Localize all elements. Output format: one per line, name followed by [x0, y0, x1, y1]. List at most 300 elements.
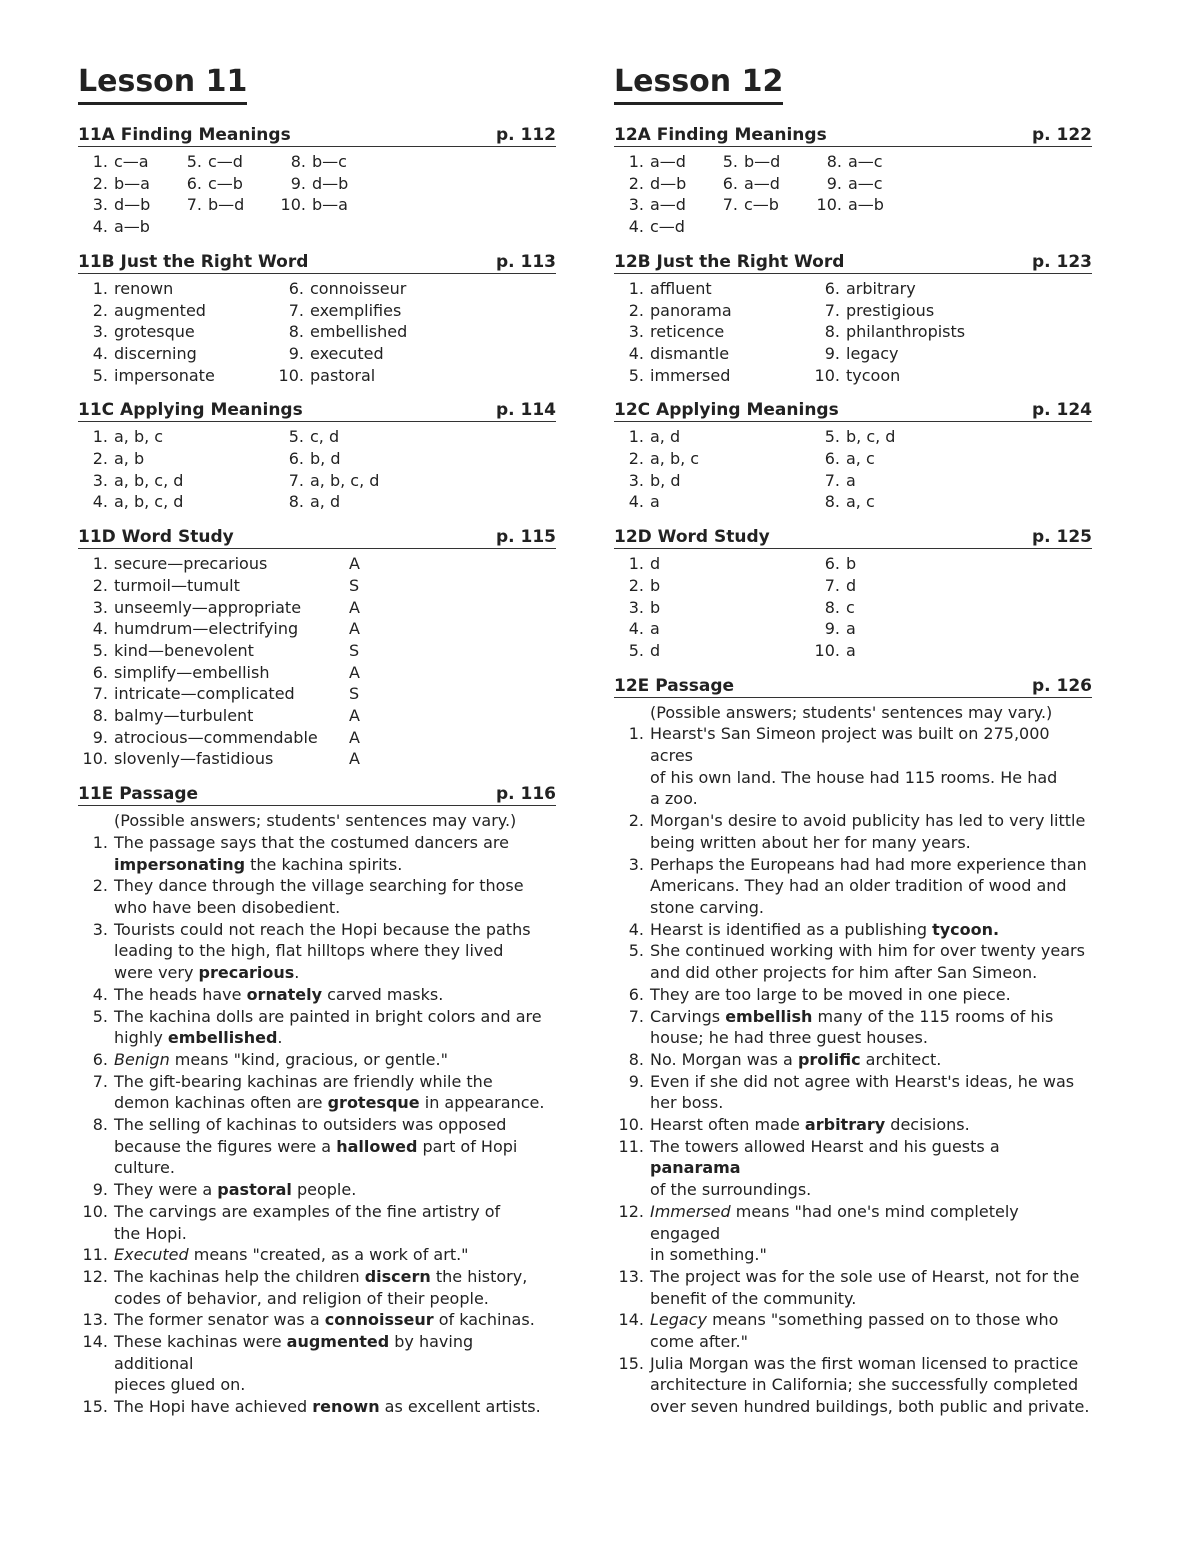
section-note: (Possible answers; students' sentences may vary.): [114, 811, 517, 831]
answer-item: [614, 640, 810, 662]
word-study-item: [78, 640, 556, 662]
relation-answer: A: [349, 619, 360, 639]
item-number: 1.: [92, 278, 108, 298]
sentence-text: Hearst's San Simeon project was built on 275,000 acres of his own land. The house had 115 rooms. He had a zoo.: [650, 724, 1058, 809]
item-answer: a, b, c: [114, 427, 164, 447]
item-number: 6.: [288, 449, 304, 469]
answer-sentence: [114, 1114, 556, 1179]
bold-keyword: precarious: [198, 963, 295, 983]
bold-keyword: ornately: [246, 984, 323, 1004]
word-study-item: [78, 553, 556, 575]
answer-item: [274, 448, 470, 470]
answer-item: [810, 470, 1006, 492]
item-answer: b—c: [312, 152, 347, 171]
item-number: 3.: [92, 470, 108, 490]
answer-sentence: [650, 1114, 1092, 1136]
word-pair: atrocious—commendable: [114, 727, 318, 747]
passage-answer-item: [78, 1006, 556, 1049]
sentence-text: Hearst often made: [650, 1115, 805, 1135]
answer-item: [810, 575, 1006, 597]
sentence-text: The gift-bearing kachinas are friendly while the demon kachinas often are: [114, 1071, 493, 1113]
answer-item: [276, 151, 386, 173]
item-answer: legacy: [846, 343, 899, 363]
page-ref: p. 112: [495, 125, 556, 145]
item-number: 9.: [290, 173, 306, 193]
answer-item: [274, 278, 470, 300]
item-number: 4.: [92, 984, 108, 1004]
item-number: 2.: [628, 811, 644, 831]
answer-item: [614, 597, 810, 619]
bold-keyword: hallowed: [336, 1136, 418, 1156]
item-answer: c, d: [310, 427, 340, 447]
bold-keyword: renown: [312, 1397, 380, 1417]
item-answer: a, c: [846, 492, 875, 512]
passage-answer-item: [614, 1114, 1092, 1136]
passage-answer-item: [614, 940, 1092, 983]
item-number: 4.: [92, 217, 108, 237]
item-answer: a—b: [114, 217, 150, 237]
item-answer: immersed: [650, 365, 731, 385]
passage-answer-item: [614, 1136, 1092, 1201]
relation-answer: A: [349, 706, 360, 726]
item-number: 3.: [92, 195, 108, 215]
item-answer: a—c: [848, 152, 883, 171]
sentence-text: The passage says that the costumed dancers are: [114, 832, 509, 852]
answer-sentence: [114, 919, 556, 984]
section-title: 12E Passage: [614, 675, 735, 696]
item-number: 8.: [824, 597, 840, 617]
sentence-text: They dance through the village searching for those who have been disobedient.: [114, 876, 524, 917]
section-12b: [614, 252, 1092, 387]
passage-answer-item: [614, 984, 1092, 1006]
sentence-text: These kachinas were: [114, 1332, 287, 1352]
relation-answer: S: [349, 575, 360, 595]
item-answer: c—b: [744, 195, 779, 215]
item-number: 5.: [628, 365, 644, 385]
sentence-text: Tourists could not reach the Hopi because the paths leading to the high, flat hilltops where they lived were very: [114, 919, 531, 983]
section-header: [614, 527, 1092, 549]
answer-grid: [78, 274, 556, 387]
word-study-item: [78, 748, 556, 770]
answer-item: [810, 343, 1006, 365]
item-answer: c—a: [114, 152, 149, 171]
section-header: [78, 527, 556, 549]
passage-answer-item: [614, 919, 1092, 941]
finding-meanings-grid: [614, 147, 1092, 238]
answer-item: [274, 321, 470, 343]
item-number: 14.: [618, 1310, 644, 1330]
item-number: 9.: [826, 173, 842, 193]
passage-answer-item: [78, 1179, 556, 1201]
item-number: 4.: [92, 619, 108, 639]
lesson-title: Lesson 12: [614, 62, 783, 105]
section-title: 11A Finding Meanings: [78, 125, 291, 145]
item-number: 13.: [82, 1310, 108, 1330]
answer-item: [810, 426, 1006, 448]
item-answer: b: [846, 554, 857, 574]
page-ref: p. 122: [1031, 125, 1092, 145]
sentence-text: part of Hopi culture.: [114, 1136, 518, 1178]
answer-item: [78, 173, 172, 195]
answer-item: [78, 491, 274, 513]
item-number: 10.: [814, 640, 840, 660]
word-study-item: [78, 705, 556, 727]
item-answer: a: [846, 470, 856, 490]
passage-answer-item: [78, 1071, 556, 1114]
answer-sentence: [650, 854, 1092, 919]
item-number: 6.: [824, 449, 840, 469]
answer-item: [276, 194, 386, 216]
relation-answer: S: [349, 684, 360, 704]
item-number: 5.: [628, 941, 644, 961]
sentence-text: in appearance.: [419, 1093, 545, 1113]
section-title: 11D Word Study: [78, 527, 234, 548]
word-study-item: [78, 662, 556, 684]
answer-sentence: [114, 1331, 556, 1396]
section-11e: [78, 784, 556, 1418]
item-answer: b—a: [114, 173, 150, 193]
italic-term: Legacy: [650, 1310, 707, 1330]
sentence-text: Hearst is identified as a publishing: [650, 919, 933, 939]
sentence-text: The carvings are examples of the fine artistry of the Hopi.: [114, 1201, 501, 1243]
section-header: [614, 125, 1092, 147]
answer-item: [172, 216, 276, 238]
answer-sentence: [114, 1201, 556, 1244]
word-pair: intricate—complicated: [114, 684, 295, 704]
answer-item: [614, 553, 810, 575]
answer-sentence: [114, 1006, 556, 1049]
answer-item: [274, 426, 470, 448]
answer-item: [614, 491, 810, 513]
item-number: 15.: [618, 1353, 644, 1373]
item-answer: d: [650, 640, 661, 660]
answer-item: [614, 575, 810, 597]
item-number: 11.: [618, 1136, 644, 1156]
item-number: 8.: [824, 492, 840, 512]
item-number: 9.: [92, 727, 108, 747]
word-study-list: [78, 549, 556, 770]
item-number: 7.: [186, 195, 202, 215]
item-number: 10.: [618, 1115, 644, 1135]
answer-item: [810, 448, 1006, 470]
item-number: 11.: [82, 1245, 108, 1265]
page-ref: p. 116: [495, 784, 556, 805]
sentence-text: Perhaps the Europeans had had more experience than Americans. They had an older tradition of wood and stone carving.: [650, 854, 1087, 917]
answer-item: [614, 278, 810, 300]
answer-item: [614, 173, 708, 195]
item-number: 2.: [92, 300, 108, 320]
word-study-item: [78, 727, 556, 749]
passage-answer-item: [614, 1071, 1092, 1114]
item-answer: b: [650, 597, 661, 617]
item-answer: a: [650, 492, 660, 512]
item-number: 12.: [82, 1266, 108, 1286]
item-answer: a: [846, 619, 856, 639]
sentence-text: the kachina spirits.: [245, 854, 403, 874]
answer-item: [708, 216, 812, 238]
item-number: 2.: [628, 575, 644, 595]
passage-answers: [614, 723, 1092, 1418]
sentence-text: No. Morgan was a: [650, 1049, 798, 1069]
item-answer: executed: [310, 343, 384, 363]
lesson-title: Lesson 11: [78, 62, 247, 105]
item-number: 4.: [628, 217, 644, 237]
answer-sentence: [114, 1071, 556, 1114]
item-number: 6.: [186, 173, 202, 193]
item-number: 8.: [824, 322, 840, 342]
item-number: 5.: [92, 365, 108, 385]
answer-item: [78, 426, 274, 448]
item-number: 4.: [628, 492, 644, 512]
answer-item: [78, 365, 274, 387]
answer-item: [172, 194, 276, 216]
passage-answer-item: [78, 832, 556, 875]
answer-sentence: [650, 984, 1092, 1006]
answer-item: [78, 216, 172, 238]
answer-item: [810, 553, 1006, 575]
item-number: 3.: [628, 322, 644, 342]
item-answer: philanthropists: [846, 322, 966, 342]
item-number: 3.: [92, 919, 108, 939]
section-11b: [78, 252, 556, 387]
item-number: 6.: [92, 1049, 108, 1069]
answer-item: [78, 278, 274, 300]
answer-item: [614, 216, 708, 238]
sentence-text: The former senator was a: [114, 1310, 325, 1330]
answer-item: [812, 173, 922, 195]
item-number: 7.: [92, 1071, 108, 1091]
item-number: 2.: [628, 173, 644, 193]
passage-answer-item: [78, 919, 556, 984]
answer-item: [812, 194, 922, 216]
answer-item: [274, 365, 470, 387]
answer-item: [614, 300, 810, 322]
answer-item: [78, 470, 274, 492]
item-answer: tycoon: [846, 365, 901, 385]
answer-item: [708, 151, 812, 173]
item-number: 7.: [722, 195, 738, 215]
item-answer: c: [846, 597, 855, 617]
section-header: [78, 125, 556, 147]
answer-item: [614, 321, 810, 343]
answer-sentence: [650, 1353, 1092, 1418]
word-pair: kind—benevolent: [114, 640, 254, 660]
item-number: 9.: [288, 343, 304, 363]
passage-answer-item: [614, 1006, 1092, 1049]
word-pair: turmoil—tumult: [114, 575, 240, 595]
answer-item: [614, 343, 810, 365]
item-number: 2.: [92, 449, 108, 469]
sentence-text: .: [277, 1028, 283, 1048]
item-answer: panorama: [650, 300, 732, 320]
answer-item: [812, 216, 922, 238]
answer-sentence: [650, 723, 1092, 810]
relation-answer: S: [349, 640, 360, 660]
item-answer: a, c: [846, 449, 875, 469]
item-number: 1.: [628, 278, 644, 298]
answer-item: [276, 216, 386, 238]
answer-item: [810, 640, 1006, 662]
answer-grid: [614, 549, 1092, 662]
passage-answer-item: [78, 1244, 556, 1266]
answer-sentence: [114, 1179, 556, 1201]
page-ref: p. 125: [1031, 527, 1092, 548]
item-number: 3.: [92, 597, 108, 617]
relation-answer: A: [349, 749, 360, 769]
relation-answer: A: [349, 727, 360, 747]
bold-keyword: grotesque: [327, 1093, 420, 1113]
item-answer: a—b: [848, 195, 884, 215]
item-number: 6.: [824, 554, 840, 574]
answer-sentence: [650, 1266, 1092, 1309]
page-ref: p. 115: [495, 527, 556, 548]
item-answer: b, d: [310, 449, 341, 469]
item-number: 8.: [288, 322, 304, 342]
item-answer: b—a: [312, 195, 348, 215]
sentence-text: The selling of kachinas to outsiders was opposed because the figures were a: [114, 1115, 507, 1156]
answer-item: [78, 343, 274, 365]
bold-keyword: pastoral: [217, 1180, 292, 1200]
item-number: 12.: [618, 1201, 644, 1221]
bold-keyword: embellished: [167, 1028, 278, 1048]
item-answer: d—b: [114, 195, 151, 215]
answer-sentence: [114, 1049, 556, 1071]
section-11c: [78, 400, 556, 513]
section-title: 11C Applying Meanings: [78, 400, 303, 421]
sentence-text: Even if she did not agree with Hearst's ideas, he was her boss.: [650, 1071, 1075, 1113]
item-number: 5.: [186, 152, 202, 171]
section-note: (Possible answers; students' sentences may vary.): [650, 702, 1053, 722]
answer-item: [78, 300, 274, 322]
item-answer: prestigious: [846, 300, 935, 320]
item-answer: c—b: [208, 173, 243, 193]
passage-answer-item: [78, 875, 556, 918]
section-11a: [78, 125, 556, 238]
section-header: [78, 400, 556, 422]
answer-item: [78, 448, 274, 470]
section-11d: [78, 527, 556, 770]
item-answer: a—d: [744, 173, 780, 193]
answer-item: [810, 300, 1006, 322]
word-pair: unseemly—appropriate: [114, 597, 302, 617]
item-number: 8.: [288, 492, 304, 512]
answer-item: [812, 151, 922, 173]
answer-sentence: [114, 1396, 556, 1418]
section-12a: [614, 125, 1092, 238]
passage-answer-item: [78, 1049, 556, 1071]
passage-answer-item: [78, 1396, 556, 1418]
item-number: 4.: [628, 343, 644, 363]
item-answer: a, d: [310, 492, 341, 512]
item-number: 7.: [288, 300, 304, 320]
section-header: [614, 676, 1092, 698]
item-answer: a: [650, 619, 660, 639]
item-answer: b—d: [744, 152, 781, 171]
item-answer: b, d: [650, 470, 681, 490]
answer-sentence: [650, 1006, 1092, 1049]
page-ref: p. 126: [1031, 675, 1092, 696]
answer-item: [78, 151, 172, 173]
answer-sentence: [650, 810, 1092, 853]
passage-answers: [78, 832, 556, 1418]
item-answer: a, b, c, d: [114, 492, 184, 512]
item-answer: a—d: [650, 195, 686, 215]
item-number: 1.: [628, 152, 644, 171]
bold-keyword: augmented: [286, 1332, 390, 1352]
item-answer: a, d: [650, 427, 681, 447]
answer-sentence: [650, 1136, 1092, 1201]
item-answer: b—d: [208, 195, 245, 215]
item-number: 4.: [92, 492, 108, 512]
item-number: 9.: [824, 343, 840, 363]
bold-keyword: prolific: [797, 1049, 861, 1069]
answer-item: [810, 278, 1006, 300]
answer-sentence: [114, 832, 556, 875]
relation-answer: A: [349, 597, 360, 617]
italic-term: Benign: [114, 1049, 170, 1069]
item-number: 4.: [628, 619, 644, 639]
answer-item: [810, 365, 1006, 387]
answer-item: [708, 194, 812, 216]
answer-item: [810, 491, 1006, 513]
sentence-text: of kachinas.: [433, 1310, 535, 1330]
bold-keyword: embellish: [725, 1006, 813, 1026]
item-number: 2.: [628, 449, 644, 469]
passage-answer-item: [78, 984, 556, 1006]
passage-answer-item: [78, 1266, 556, 1309]
sentence-text: people.: [291, 1180, 357, 1200]
sentence-text: the history, codes of behavior, and religion of their people.: [114, 1266, 528, 1308]
item-number: 8.: [290, 152, 306, 171]
item-answer: a, b: [114, 449, 145, 469]
item-number: 8.: [92, 706, 108, 726]
answer-item: [614, 365, 810, 387]
word-study-item: [78, 597, 556, 619]
item-number: 9.: [628, 1071, 644, 1091]
item-number: 5.: [824, 427, 840, 447]
word-study-item: [78, 683, 556, 705]
item-answer: d: [846, 575, 857, 595]
sentence-text: architect.: [860, 1049, 942, 1069]
sentence-text: The Hopi have achieved: [114, 1397, 313, 1417]
section-title: 12B Just the Right Word: [614, 251, 845, 272]
answer-sentence: [650, 1049, 1092, 1071]
answer-item: [274, 343, 470, 365]
answer-item: [810, 618, 1006, 640]
item-number: 15.: [82, 1397, 108, 1417]
bold-keyword: connoisseur: [324, 1310, 434, 1330]
item-answer: dismantle: [650, 343, 730, 363]
item-number: 5.: [92, 1006, 108, 1026]
item-number: 5.: [628, 640, 644, 660]
item-number: 10.: [814, 365, 840, 385]
item-answer: discerning: [114, 343, 197, 363]
lesson-12-column: [614, 62, 1092, 1418]
page-ref: p. 123: [1031, 251, 1092, 272]
item-number: 10.: [278, 365, 304, 385]
item-answer: a, b, c: [650, 449, 700, 469]
sentence-text: The heads have: [114, 984, 247, 1004]
answer-item: [614, 151, 708, 173]
item-number: 10.: [280, 195, 306, 215]
item-answer: a, b, c, d: [310, 470, 380, 490]
section-header: [78, 784, 556, 806]
passage-answer-item: [78, 1114, 556, 1179]
section-title: 12D Word Study: [614, 527, 770, 548]
answer-sentence: [114, 984, 556, 1006]
sentence-text: Carvings: [650, 1006, 726, 1026]
item-number: 1.: [92, 554, 108, 574]
